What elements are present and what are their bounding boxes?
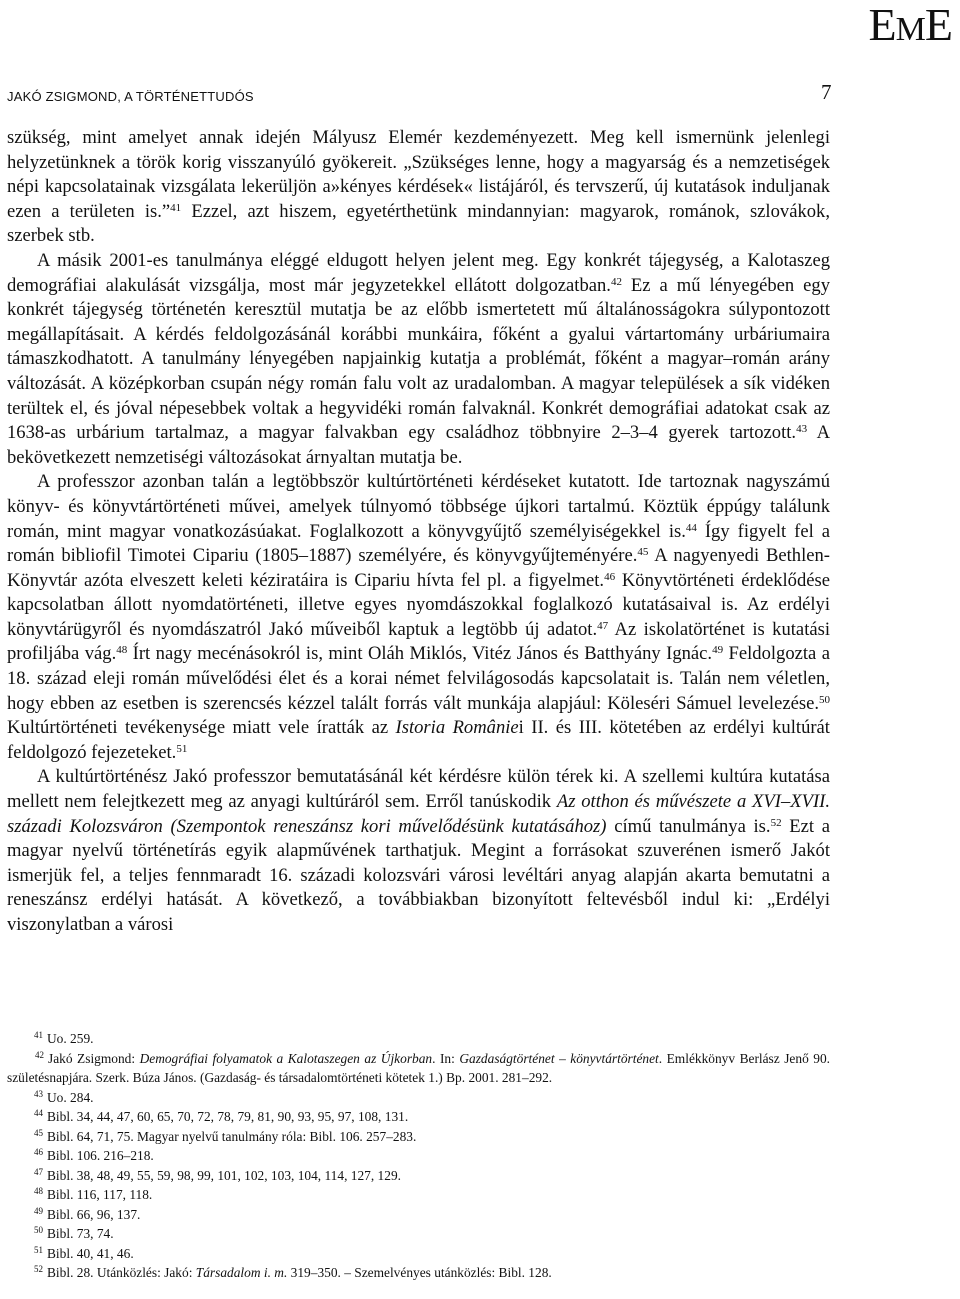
footnote-48: $^{48}$ Bibl. 116, 117, 118.: [34, 1186, 153, 1202]
footnote-45: $^{45}$ Bibl. 64, 71, 75. Magyar nyelvű tanulmány róla: Bibl. 106. 257–283.: [34, 1127, 417, 1144]
paragraph-2: A másik 2001-es tanulmánya eléggé eldugott helyen jelent meg. Egy konkrét tájegység, a Kalotaszeg demográfiai alakulását vizsgálja, most már jegyzetekkel ellátott dolgozatban.$^{42}$ Ez a mű lényegében egy konkrét tájegység történetén keresztül mutatja be az előbb ismertetett mű általánosságokra súlypontozott megállapításait. A kérdés feldolgozásánál korábbi munkáira, főként a gyalui vártartomány urbáriumaira támaszkodhatott. A tanulmány lényegében napjainkig kutatja a problémát, főként a magyar–román arány változását. A középkorban csupán négy román falu volt az uradalomban. A magyar települések a sík vidéken terültek el, és jóval népesebbek voltak a hegyvidéki román falvaknál. Konkrét demográfiai adatokat csak az 1638-as urbárium tartalmaz, a magyar falvakban egy családhoz többnyire 2–3–4 gyerek tartozott.$^{43}$ A bekövetkezett nemzetiségi változásokat árnyaltan mutatja be.: [7, 249, 830, 468]
footnote-43: $^{43}$ Uo. 284.: [34, 1088, 94, 1105]
footnote-44: $^{44}$ Bibl. 34, 44, 47, 60, 65, 70, 72, 78, 79, 81, 90, 93, 95, 97, 108, 131.: [34, 1108, 409, 1124]
footnote-52: $^{52}$ Bibl. 28. Utánközlés: Jakó: Társadalom i. m. 319–350. – Szemelvényes utánközlés: Bibl. 128.: [34, 1264, 552, 1280]
footnote-ref-41[interactable]: 41: [170, 201, 182, 214]
book-title-italic: Istoria Românie: [395, 717, 519, 739]
footnote-51: $^{51}$ Bibl. 40, 41, 46.: [34, 1244, 134, 1261]
footnote-49: $^{49}$ Bibl. 66, 96, 137.: [34, 1205, 141, 1222]
footnote-ref-44[interactable]: 44: [685, 521, 697, 534]
page-number: 7: [821, 80, 832, 104]
footnote-ref-46[interactable]: 46: [604, 570, 616, 583]
footnote-ref-50[interactable]: 50: [819, 693, 830, 706]
paragraph-1: szükség, mint amelyet annak idején Mályusz Elemér kezdeményezett. Meg kell ismernünk jelenlegi helyzetünknek a török korig visszanyúló gyökereit. „Szükséges lenne, hogy a magyarság és a nemzetiségek népi kapcsolatainak vizsgálata lekerüljön a»kényes kérdések« listájáról, és tervszerű, új kutatások induljanak ezen a területen is.”$^{41}$ Ezzel, azt hiszem, egyetérthetünk mindannyian: magyarok, románok, szlovákok, szerbek stb.: [7, 127, 830, 247]
footnote-50: $^{50}$ Bibl. 73, 74.: [34, 1225, 114, 1241]
paragraph-3: A professzor azonban talán a legtöbbször kultúrtörténeti kérdéseket kutatott. Ide tartoznak nagyszámú könyv- és könyvtártörténeti művei, amelyek túlnyomó többsége újkori tartalmú. Köztük éppúgy találunk román, mint magyar vonatkozásúakat. Foglalkozott a könyvgyűjtő személyiségekkel is.$^{44}$ Így figyelt fel a román bibliofil Timotei Cipariu (1805–1887) személyére, és könyvgyűjteményére.$^{45}$ A nagyenyedi Bethlen-Könyvtár azóta elveszett keleti kéziratáira is Cipariu hívta fel pl. a figyelmet.$^{46}$ Könyvtörténeti érdeklődése kapcsolatban állott nyomdatörténeti, illetve egyes nyomdászokkal foglalkozó kutatásaival is. Az erdélyi könyvtárügyről és nyomdászatról Jakó műveiből kaptuk a legtöbb új adatot.$^{47}$ Az iskolatörténet is kutatási profiljába vág.$^{48}$ Írt nagy mecénásokról is, mint Oláh Miklós, Vitéz János és Batthyány Ignác.$^{49}$ Feldolgozta a 18. század eleji román művelődési élet és a korai német felvilágosodás kapcsolatait is. Talán nem véletlen, hogy ebben az esetben is szerencsés kézzel talált forrás vált munkája alapjául: Köleséri Sámuel levelezése.$^{50}$ Kultúrtörténeti tevékenysége miatt vele íratták az Istoria României II. és III. kötetében az erdélyi kultúrát feldolgozó fejezeteket.$^{51}$: [7, 471, 831, 763]
footnote-ref-47[interactable]: 47: [597, 619, 609, 632]
footnote-ref-49[interactable]: 49: [712, 644, 724, 657]
footnote-ref-52[interactable]: 52: [770, 816, 782, 829]
footnotes: [7, 1029, 830, 1283]
publisher-logo: EME: [868, 0, 952, 50]
footnote-ref-51[interactable]: 51: [176, 742, 188, 755]
footnote-ref-48[interactable]: 48: [116, 644, 128, 657]
running-head: JAKÓ ZSIGMOND, A TÖRTÉNETTUDÓS: [7, 89, 254, 104]
paragraph-4: A kultúrtörténész Jakó professzor bemutatásánál két kérdésre külön térek ki. A szellemi kultúra kutatása mellett nem felejtkezett meg az anyagi kultúráról sem. Erről tanúskodik Az otthon és művészete a XVI–XVII. századi Kolozsváron (Szempontok reneszánsz kori művelődésünk kutatásához) című tanulmánya is.$^{52}$ Ezt a magyar nyelvű történetírás egyik alapművének tarthatjuk. Megint a forrásokat szuverénen ismerő Jakót ismerjük fel, a teljes fennmaradt 16. századi kolozsvári városi levéltári anyag alapján akarta bemutatni a reneszánsz erdélyi hatását. A következő, a továbbiakban bizonyított feltevésből indul ki: „Erdélyi viszonylatban a városi: [7, 766, 831, 935]
footnote-47: $^{47}$ Bibl. 38, 48, 49, 55, 59, 98, 99, 101, 102, 103, 104, 114, 127, 129.: [34, 1166, 401, 1183]
footnote-ref-43[interactable]: 43: [796, 423, 808, 436]
footnote-ref-45[interactable]: 45: [637, 546, 649, 559]
footnote-42: $^{42}$ Jakó Zsigmond: Demográfiai folyamatok a Kalotaszegen az Újkorban. In: Gazdaságtörténet – könyvtártörténet. Emlékkönyv Berlász Jenő 90. születésnapjára. Szerk. Búza János. (Gazdaság- és társadalomtörténeti kötetek 1.) Bp. 2001. 281–292.: [7, 1049, 831, 1085]
footnote-41: $^{41}$ Uo. 259.: [34, 1030, 94, 1046]
footnote-46: $^{46}$ Bibl. 106. 216–218.: [34, 1147, 154, 1163]
footnote-ref-42[interactable]: 42: [610, 275, 622, 288]
main-text: [7, 126, 830, 938]
study-title-italic: Az otthon és művészete a XVI–XVII. századi Kolozsváron (Szempontok reneszánsz kori művelődésünk kutatásához): [7, 791, 830, 837]
